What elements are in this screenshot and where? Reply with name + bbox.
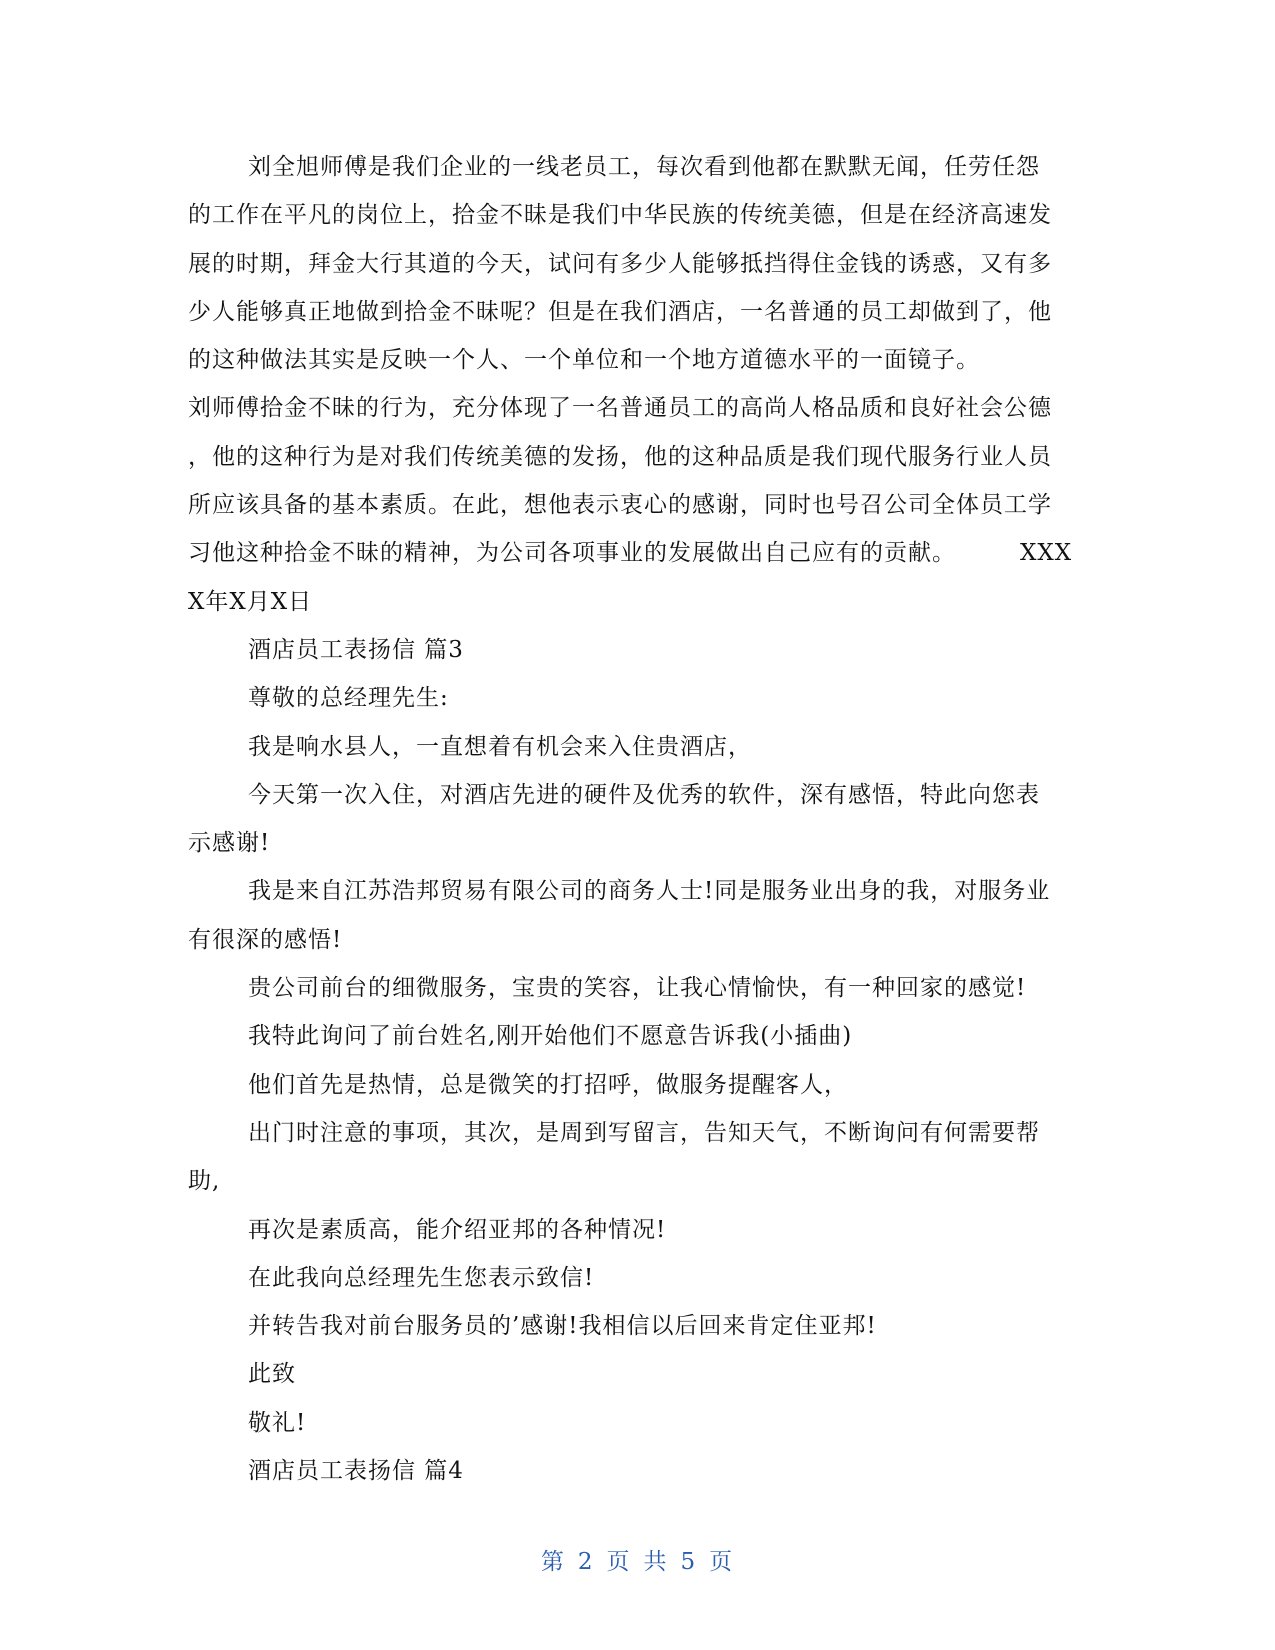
paragraph-line: 我特此询问了前台姓名,刚开始他们不愿意告诉我(小插曲) [248,1023,853,1050]
footer-di: 第 [540,1549,566,1575]
section-heading: 酒店员工表扬信 篇4 [248,1458,464,1485]
footer-page-total: 5 [680,1549,698,1575]
paragraph-line-with-signature [188,529,1083,577]
paragraph-line: 我是响水县人，一直想着有机会来入住贵酒店， [248,733,752,760]
paragraph-line: 的工作在平凡的岗位上，拾金不昧是我们中华民族的传统美德，但是在经济高速发 [188,202,1052,229]
paragraph-line: 出门时注意的事项，其次，是周到写留言，告知天气，不断询问有何需要帮 [248,1119,1040,1146]
paragraph-line: 我是来自江苏浩邦贸易有限公司的商务人士!同是服务业出身的我，对服务业 [248,878,1051,905]
paragraph-line: 所应该具备的基本素质。在此，想他表示衷心的感谢，同时也号召公司全体员工学 [188,492,1052,519]
paragraph-line: 展的时期，拜金大行其道的今天，试问有多少人能够抵挡得住金钱的诱惑，又有多 [188,250,1052,277]
paragraph-line: 在此我向总经理先生您表示致信! [248,1264,595,1291]
document-body [188,143,1083,1495]
paragraph-line: 他们首先是热情，总是微笑的打招呼，做服务提醒客人， [248,1071,848,1098]
paragraph-line: 示感谢! [188,830,271,857]
footer-ye2: 页 [709,1549,735,1575]
section-heading: 酒店员工表扬信 篇3 [248,636,464,663]
paragraph-line: 贵公司前台的细微服务，宝贵的笑容，让我心情愉快，有一种回家的感觉! [248,975,1027,1002]
paragraph-line: 并转告我对前台服务员的’感谢!我相信以后回来肯定住亚邦! [248,1313,877,1340]
paragraph-line: 少人能够真正地做到拾金不昧呢？但是在我们酒店，一名普通的员工却做到了，他 [188,298,1052,325]
closing-line: 此致 [248,1361,296,1388]
paragraph-line: 的这种做法其实是反映一个人、一个单位和一个地方道德水平的一面镜子。 [188,347,980,374]
paragraph-line: 助, [188,1168,221,1195]
footer-page-current: 2 [577,1549,595,1575]
paragraph-line: 再次是素质高，能介绍亚邦的各种情况! [248,1216,667,1243]
paragraph-line: 刘全旭师傅是我们企业的一线老员工，每次看到他都在默默无闻，任劳任怨 [248,154,1040,180]
salutation: 尊敬的总经理先生: [248,685,449,712]
footer-ye: 页 [606,1549,632,1575]
paragraph-line: 有很深的感悟! [188,926,343,953]
page-footer [0,1543,1275,1576]
paragraph-line: 今天第一次入住，对酒店先进的硬件及优秀的软件，深有感悟，特此向您表 [248,781,1040,808]
signature-placeholder: XXX [1020,540,1073,567]
paragraph-line: 刘师傅拾金不昧的行为，充分体现了一名普通员工的高尚人格品质和良好社会公德 [188,395,1052,422]
paragraph-line: ，他的这种行为是对我们传统美德的发扬，他的这种品质是我们现代服务行业人员 [188,443,1052,470]
date-line: X年X月X日 [188,588,313,615]
footer-gong: 共 [643,1549,669,1575]
closing-line: 敬礼! [248,1409,307,1436]
paragraph-text: 习他这种拾金不昧的精神，为公司各项事业的发展做出自己应有的贡献。 [188,540,956,567]
